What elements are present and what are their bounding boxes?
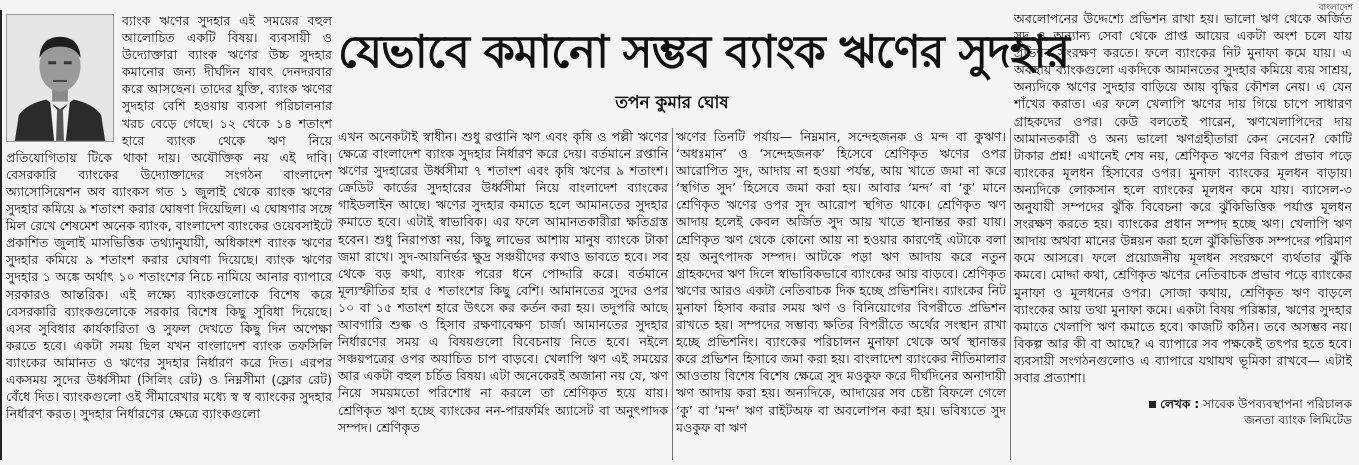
column-text: ঋণের তিনটি পর্যায়— নিম্নমান, সন্দেহজনক ও মন্দ বা কুঋণ। ‘অধঃমান’ ও ‘সন্দেহজনক’ হিসেবে শ্রেণিকৃত ঋণের ওপর আরোপিত সুদ, আদায় না হওয়া পর্যন্ত, আয় খাতে জমা না করে ‘স্থগিত সুদ’ হিসেবে জমা করা হয়। আবার ‘মন্দ’ বা ‘কু’ মানে শ্রেণিকৃত ঋণের ওপর সুদ আরোপ স্থগিত থাকে। শ্রেণিকৃত ঋণ আদায় হলেই কেবল অর্জিত সুদ আয় খাতে স্থানান্তর করা যায়। শ্রেণিকৃত ঋণ থেকে কোনো আয় না হওয়ার কারণেই এটাকে বলা হয় অনুৎপাদক সম্পদ। আটকে পড়া ঋণ আদায় করে নতুন গ্রাহকদের ঋণ দিলে স্বাভাবিকভাবে ব্যাংকের আয় বাড়বে। শ্রেণিকৃত ঋণের আরও একটা নেতিবাচক দিক হচ্ছে প্রভিশনিং। ব্যাংকের নিট মুনাফা হিসাব করার সময় ঋণ ও বিনিয়োগের বিপরীতে প্রভিশন রাখতে হয়। সম্পদের সম্ভাব্য ক্ষতির বিপরীতে অর্থের সংস্থান রাখা হচ্ছে প্রভিশনিং। ব্যাংকের পরিচালন মুনাফা থেকে অর্থ স্থানান্তর করে প্রভিশন হিসাবে জমা করা হয়। বাংলাদেশ ব্যাংকের নীতিমালার আওতায় বিশেষ বিশেষ ক্ষেত্রে সুদ মওকুফ করে দীর্ঘদিনের অনাদায়ী ঋণ আদায় করা হয়। অন্যদিকে, আদায়ের সব চেষ্টা বিফলে গেলে ‘কু’ বা ‘মন্দ’ ঋণ রাইটঅফ বা অবলোপন করা হয়। ভবিষ্যতে সুদ মওকুফ বা ঋণ [676, 129, 1006, 435]
column-divider [672, 128, 673, 460]
article-column-1 [6, 12, 332, 462]
page-corner-label: বাংলাদেশ [1318, 3, 1353, 13]
writer-org: জনতা ব্যাংক লিমিটেড [1244, 413, 1352, 428]
author-photo [6, 14, 114, 142]
writer-title: সাবেক উপব্যবস্থাপনা পরিচালক [1203, 397, 1352, 412]
column-text: অবলোপনের উদ্দেশ্যে প্রভিশন রাখা হয়। ভালো ঋণ থেকে অর্জিত সুদ ও অন্যান্য সেবা থেকে প্রাপ্ত আয়ের একটা অংশ চলে যায় প্রভিশন সংরক্ষণ করতে। ফলে ব্যাংকের নিট মুনাফা কমে যায়। এ অবস্থায় ব্যাংকগুলো একদিকে আমানতের সুদহার কমিয়ে ব্যয় সাশ্রয়, অন্যদিকে ঋণের সুদহার বাড়িয়ে আয় বৃদ্ধির কৌশল নেয়। এ যেন শাঁখের করাত। এর ফলে খেলাপি ঋণের দায় গিয়ে চাপে সাধারণ গ্রাহকদের ওপর। কেউ বলতেই পারেন, ঋণখেলাপিদের দায় আমানতকারী ও অন্য ভালো ঋণগ্রহীতারা কেন নেবেন? কোটি টাকার প্রশ্ন! এখানেই শেষ নয়, শ্রেণিকৃত ঋণের বিরূপ প্রভাব পড়ে ব্যাংকের মূলধন হিসাবের ওপর। মুনাফা ব্যাংকের মূলধন বাড়ায়। অন্যদিকে লোকসান হলে ব্যাংকের মূলধন কমে যায়। ব্যাসেল-৩ অনুযায়ী সম্পদের ঝুঁকি বিবেচনা করে ঝুঁকিভিত্তিক পর্যাপ্ত মূলধন সংরক্ষণ করতে হয়। ব্যাংকের প্রধান সম্পদ হচ্ছে ঋণ। খেলাপি ঋণ আদায় অথবা মানের উন্নয়ন করা হলে ঝুঁকিভিত্তিক সম্পদের পরিমাণ কমে আসবে। ফলে প্রয়োজনীয় মূলধন সংরক্ষণে ব্যর্থতার ঝুঁকি কমবে। মোদ্দা কথা, শ্রেণিকৃত ঋণের নেতিবাচক প্রভাব পড়ে ব্যাংকের মুনাফা ও মূলধনের ওপর। সোজা কথায়, শ্রেণিকৃত ঋণ বাড়লে ব্যাংকের আয় তথা মুনাফা কমে। একটা বিষয় পরিষ্কার, ঋণের সুদহার কমাতে খেলাপি ঋণ কমাতে হবে। কাজটি কঠিন। তবে অসম্ভব নয়। বিকল্প আর কী বা আছে? এ ব্যাপারে সব পক্ষকেই তৎপর হতে হবে। ব্যবসায়ী সংগঠনগুলোও এ ব্যাপারে যথাযথ ভূমিকা রাখবে— এটাই সবার প্রত্যাশা। [1014, 11, 1352, 385]
column-text: ব্যাংক ঋণের সুদহার এই সময়ের বহুল আলোচিত একটি বিষয়। ব্যবসায়ী ও উদ্যোক্তারা ব্যাংক ঋণের উচ্চ সুদহার কমানোর জন্য দীর্ঘদিন যাবৎ দেনদরবার করে আসছেন। তাদের যুক্তি, ব্যাংক ঋণের সুদহার বেশি হওয়ায় ব্যবসা পরিচালনার খরচ বেড়ে গেছে। ১২ থেকে ১৪ শতাংশ হারে ব্যাংক থেকে ঋণ নিয়ে প্রতিযোগিতায় টিকে থাকা দায়। অযৌক্তিক নয় এই দাবি। বেসরকারি ব্যাংকের উদ্যোক্তাদের সংগঠন বাংলাদেশ অ্যাসোসিয়েশন অব ব্যাংকস গত ১ জুলাই থেকে ব্যাংক ঋণের সুদহার কমিয়ে ৯ শতাংশ করার ঘোষণা দিয়েছিল। এ ঘোষণার সঙ্গে মিল রেখে শেষমেশ অনেক ব্যাংক, বাংলাদেশ ব্যাংকের ওয়েবসাইটে প্রকাশিত জুলাই মাসভিত্তিক তথ্যানুযায়ী, অধিকাংশ ব্যাংক ঋণের সুদহার কমিয়ে ৯ শতাংশ করার ঘোষণা দিয়েছে। ব্যাংক ঋণের সুদহার ১ অঙ্কে অর্থাৎ ১০ শতাংশের নিচে নামিয়ে আনার ব্যাপারে সরকারও আন্তরিক। এই লক্ষ্যে ব্যাংকগুলোকে বিশেষ করে বেসরকারি ব্যাংকগুলোকে সরকার বিশেষ কিছু সুবিধা দিয়েছে। এসব সুবিধার কার্যকারিতা ও সুফল দেখতে কিছু দিন অপেক্ষা করতে হবে। একটা সময় ছিল যখন বাংলাদেশ ব্যাংক তফসিলি ব্যাংকের আমানত ও ঋণের সুদহার নির্ধারণ করে দিত। এরপর একসময় সুদের উর্ধ্বসীমা (সিলিং রেট) ও নিম্নসীমা (ফ্লোর রেট) বেঁধে দিত। ব্যাংকগুলো ওই সীমারেখার মধ্যে স্ব স্ব ব্যাংকের সুদহার নির্ধারণ করত। সুদহার নির্ধারণের ক্ষেত্রে ব্যাংকগুলো [6, 13, 332, 422]
column-divider [1010, 128, 1011, 460]
writer-label: লেখক : [1160, 397, 1200, 412]
writer-credit [1014, 396, 1352, 428]
column-text: এখন অনেকটাই স্বাধীন। শুধু রপ্তানি ঋণ এবং কৃষি ও পল্লী ঋণের ক্ষেত্রে বাংলাদেশ ব্যাংক সুদহার নির্ধারণ করে দেয়। বর্তমানে রপ্তানি ঋণের সুদহারের উর্ধ্বসীমা ৭ শতাংশ এবং কৃষি ঋণের ৯ শতাংশ। ক্রেডিট কার্ডের সুদহারের উর্ধ্বসীমা নিয়ে বাংলাদেশ ব্যাংকের গাইডলাইন আছে। ঋণের সুদহার কমাতে হলে আমানতের সুদহার কমাতে হবে। এটাই স্বাভাবিক। এর ফলে আমানতকারীরা ক্ষতিগ্রস্ত হবেন। শুধু নিরাপত্তা নয়, কিছু লাভের আশায় মানুষ ব্যাংকে টাকা জমা রাখে। সুদ-আয়নির্ভর ক্ষুদ্র সঞ্চয়ীদের কথাও ভাবতে হবে। সব থেকে বড় কথা, ব্যাংক পরের ধনে পোদ্দারি করে। বর্তমানে মূল্যস্ফীতির হার ৫ শতাংশের কিছু বেশি। আমানতের সুদের ওপর ১০ বা ১৫ শতাংশ হারে উৎসে কর কর্তন করা হয়। তদুপরি আছে আবগারি শুল্ক ও হিসাব রক্ষণাবেক্ষণ চার্জ। আমানতের সুদহার নির্ধারণের সময় এ বিষয়গুলো বিবেচনায় নিতে হবে। নইলে সঞ্চয়পত্রের ওপর অযাচিত চাপ বাড়বে। খেলাপি ঋণ এই সময়ের আর একটা বহুল চর্চিত বিষয়। এটা অনেকেরই অজানা নয় যে, ঋণ নিয়ে সময়মতো পরিশোধ না করলে তা শ্রেণিকৃত হয়ে যায়। শ্রেণিকৃত ঋণ হচ্ছে ব্যাংকের নন-পারফর্মিং অ্যাসেট বা অনুৎপাদক সম্পদ। শ্রেণিকৃত [338, 129, 668, 435]
article-column-4 [1014, 10, 1352, 462]
author-portrait-icon [7, 15, 113, 141]
bullet-square-icon [1149, 401, 1156, 408]
article-byline: তপন কুমার ঘোষ [615, 93, 729, 113]
article-headline: যেভাবে কমানো সম্ভব ব্যাংক ঋণের সুদহার [338, 25, 1070, 78]
article-column-2 [338, 128, 668, 462]
article-column-3 [676, 128, 1006, 462]
left-frame-rule [0, 10, 2, 460]
